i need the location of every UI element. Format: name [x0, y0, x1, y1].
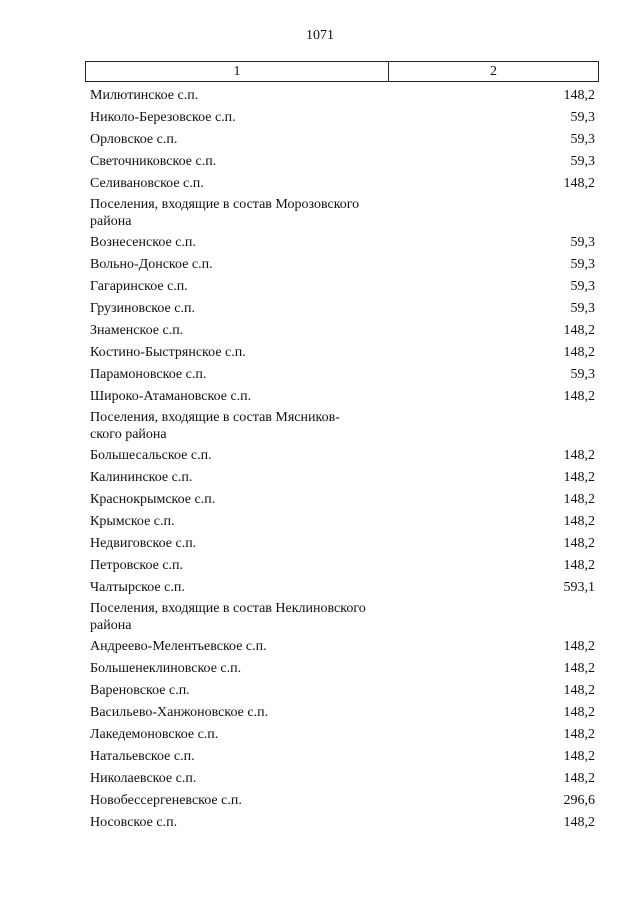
settlement-name: Недвиговское с.п. — [90, 536, 197, 551]
settlement-name: Николаевское с.п. — [90, 771, 197, 786]
group-heading-line: ского района — [90, 427, 167, 442]
table-row — [90, 768, 595, 790]
settlement-name: Вознесенское с.п. — [90, 235, 196, 250]
table-row — [90, 511, 595, 533]
settlement-value: 148,2 — [563, 749, 595, 764]
settlement-value: 148,2 — [563, 389, 595, 404]
settlement-name: Парамоновское с.п. — [90, 367, 207, 382]
settlement-name: Вольно-Донское с.п. — [90, 257, 213, 272]
settlement-value: 148,2 — [563, 727, 595, 742]
settlement-value: 59,3 — [570, 132, 595, 147]
column-header-1: 1 — [86, 62, 389, 81]
settlement-value: 148,2 — [563, 705, 595, 720]
settlement-value: 59,3 — [570, 279, 595, 294]
settlement-value: 148,2 — [563, 536, 595, 551]
settlement-value: 148,2 — [563, 323, 595, 338]
table-row — [90, 533, 595, 555]
table-row — [90, 386, 595, 408]
settlement-name: Андреево-Мелентьевское с.п. — [90, 639, 267, 654]
settlement-name: Новобессергеневское с.п. — [90, 793, 242, 808]
page-number: 1071 — [306, 28, 334, 43]
settlement-value: 593,1 — [563, 580, 595, 595]
table-row — [90, 276, 595, 298]
settlement-name: Васильево-Ханжоновское с.п. — [90, 705, 269, 720]
table-body — [90, 85, 595, 834]
settlement-name: Милютинское с.п. — [90, 88, 199, 103]
table-row — [90, 680, 595, 702]
settlement-value: 59,3 — [570, 257, 595, 272]
group-heading-line: района — [90, 618, 132, 633]
settlement-value: 59,3 — [570, 367, 595, 382]
settlement-name: Светочниковское с.п. — [90, 154, 217, 169]
settlement-value: 148,2 — [563, 470, 595, 485]
settlement-name: Калининское с.п. — [90, 470, 193, 485]
table-row — [90, 812, 595, 834]
group-heading — [90, 599, 595, 636]
table-row — [90, 658, 595, 680]
table-row — [90, 129, 595, 151]
settlement-name: Чалтырское с.п. — [90, 580, 185, 595]
settlement-name: Краснокрымское с.п. — [90, 492, 216, 507]
settlement-name: Николо-Березовское с.п. — [90, 110, 236, 125]
settlement-name: Широко-Атамановское с.п. — [90, 389, 252, 404]
settlement-value: 296,6 — [563, 793, 595, 808]
settlement-name: Вареновское с.п. — [90, 683, 190, 698]
table-row — [90, 320, 595, 342]
settlement-name: Знаменское с.п. — [90, 323, 184, 338]
group-heading-line: района — [90, 214, 132, 229]
settlement-name: Носовское с.п. — [90, 815, 178, 830]
settlement-value: 148,2 — [563, 345, 595, 360]
settlement-name: Крымское с.п. — [90, 514, 175, 529]
table-row — [90, 790, 595, 812]
table-row — [90, 746, 595, 768]
table-row — [90, 232, 595, 254]
settlement-name: Петровское с.п. — [90, 558, 184, 573]
settlement-value: 148,2 — [563, 176, 595, 191]
table-row — [90, 555, 595, 577]
group-heading-line: Поселения, входящие в состав Неклиновского — [90, 601, 366, 616]
settlement-name: Лакедемоновское с.п. — [90, 727, 219, 742]
settlement-value: 148,2 — [563, 88, 595, 103]
table-row — [90, 445, 595, 467]
settlement-value: 148,2 — [563, 683, 595, 698]
group-heading — [90, 408, 595, 445]
group-heading — [90, 195, 595, 232]
settlement-value: 148,2 — [563, 815, 595, 830]
group-heading-line: Поселения, входящие в состав Мясников- — [90, 410, 340, 425]
settlement-value: 148,2 — [563, 771, 595, 786]
settlement-value: 59,3 — [570, 235, 595, 250]
settlement-name: Большесальское с.п. — [90, 448, 212, 463]
settlement-name: Костино-Быстрянское с.п. — [90, 345, 246, 360]
table-header — [85, 61, 599, 82]
table-row — [90, 298, 595, 320]
settlement-value: 59,3 — [570, 110, 595, 125]
settlement-name: Селивановское с.п. — [90, 176, 204, 191]
settlement-name: Натальевское с.п. — [90, 749, 195, 764]
table-row — [90, 364, 595, 386]
settlement-value: 148,2 — [563, 558, 595, 573]
table-row — [90, 467, 595, 489]
table-row — [90, 577, 595, 599]
table-row — [90, 254, 595, 276]
settlement-name: Большенеклиновское с.п. — [90, 661, 242, 676]
table-row — [90, 489, 595, 511]
settlement-value: 59,3 — [570, 301, 595, 316]
table-row — [90, 724, 595, 746]
settlement-name: Грузиновское с.п. — [90, 301, 195, 316]
group-heading-line: Поселения, входящие в состав Морозовского — [90, 197, 360, 212]
settlement-value: 148,2 — [563, 448, 595, 463]
table-row — [90, 636, 595, 658]
settlement-value: 148,2 — [563, 492, 595, 507]
settlement-name: Гагаринское с.п. — [90, 279, 188, 294]
table-row — [90, 85, 595, 107]
table-row — [90, 702, 595, 724]
table-row — [90, 342, 595, 364]
settlement-name: Орловское с.п. — [90, 132, 178, 147]
table-row — [90, 107, 595, 129]
table-row — [90, 151, 595, 173]
table-row — [90, 173, 595, 195]
settlement-value: 148,2 — [563, 639, 595, 654]
settlement-value: 59,3 — [570, 154, 595, 169]
column-header-2: 2 — [490, 63, 497, 79]
settlement-value: 148,2 — [563, 514, 595, 529]
settlement-value: 148,2 — [563, 661, 595, 676]
